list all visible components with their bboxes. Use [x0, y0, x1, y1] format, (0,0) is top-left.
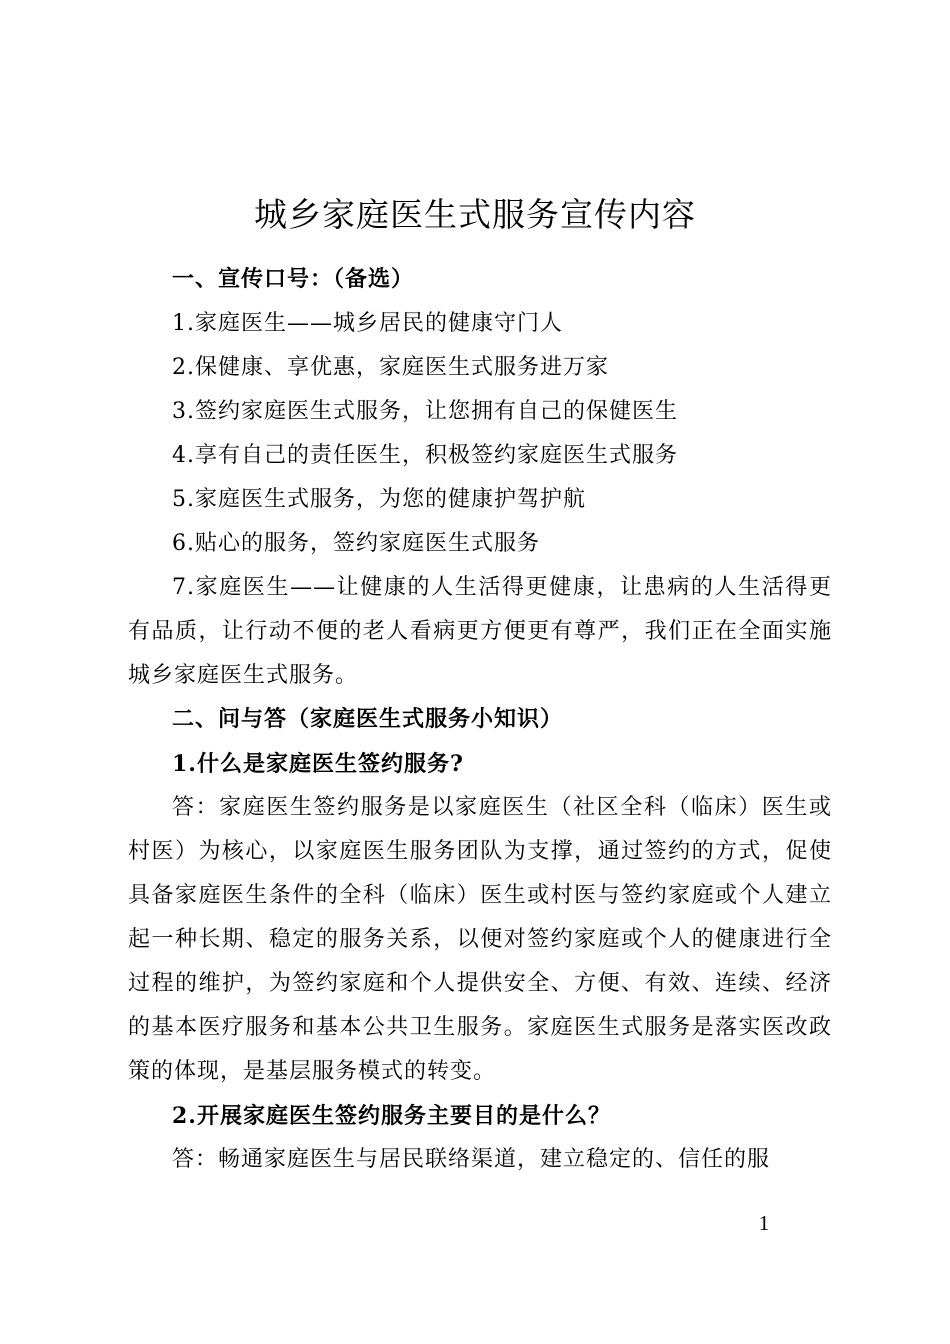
- section-heading-qa: 二、问与答（家庭医生式服务小知识）: [172, 707, 564, 732]
- slogan-item: 3.签约家庭医生式服务，让您拥有自己的保健医生: [172, 399, 678, 424]
- document-title: 城乡家庭医生式服务宣传内容: [254, 195, 696, 234]
- qa-question: 2.开展家庭医生签约服务主要目的是什么？: [172, 1103, 611, 1129]
- slogan-item: 5.家庭医生式服务，为您的健康护驾护航: [172, 487, 586, 512]
- qa-question: 1.什么是家庭医生签约服务?: [172, 751, 464, 777]
- slogan-item: 1.家庭医生——城乡居民的健康守门人: [172, 311, 563, 336]
- slogan-item: 6.贴心的服务，签约家庭医生式服务: [172, 531, 540, 556]
- page-number: 1: [758, 1211, 770, 1235]
- qa-answer: 答：家庭医生签约服务是以家庭医生（社区全科（临床）医生或村医）为核心，以家庭医生服务团队为支撑，通过签约的方式，促使具备家庭医生条件的全科（临床）医生或村医与签约家庭或个人建立起一种长期、稳定的服务关系，以便对签约家庭或个人的健康进行全过程的维护，为签约家庭和个人提供安全、方便、有效、连续、经济的基本医疗服务和基本公共卫生服务。家庭医生式服务是落实医改政策的体现，是基层服务模式的转变。: [128, 795, 832, 1084]
- qa-answer: 答：畅通家庭医生与居民联络渠道，建立稳定的、信任的服: [172, 1147, 771, 1172]
- section-heading-slogans: 一、宣传口号：（备选）: [172, 267, 415, 292]
- slogan-item: 7.家庭医生——让健康的人生活得更健康，让患病的人生活得更有品质，让行动不便的老人看病更方便更有尊严，我们正在全面实施城乡家庭医生式服务。: [128, 575, 832, 688]
- slogan-item: 2.保健康、享优惠，家庭医生式服务进万家: [172, 355, 609, 380]
- slogan-item: 4.享有自己的责任医生，积极签约家庭医生式服务: [172, 443, 678, 468]
- document-body: [128, 258, 832, 1182]
